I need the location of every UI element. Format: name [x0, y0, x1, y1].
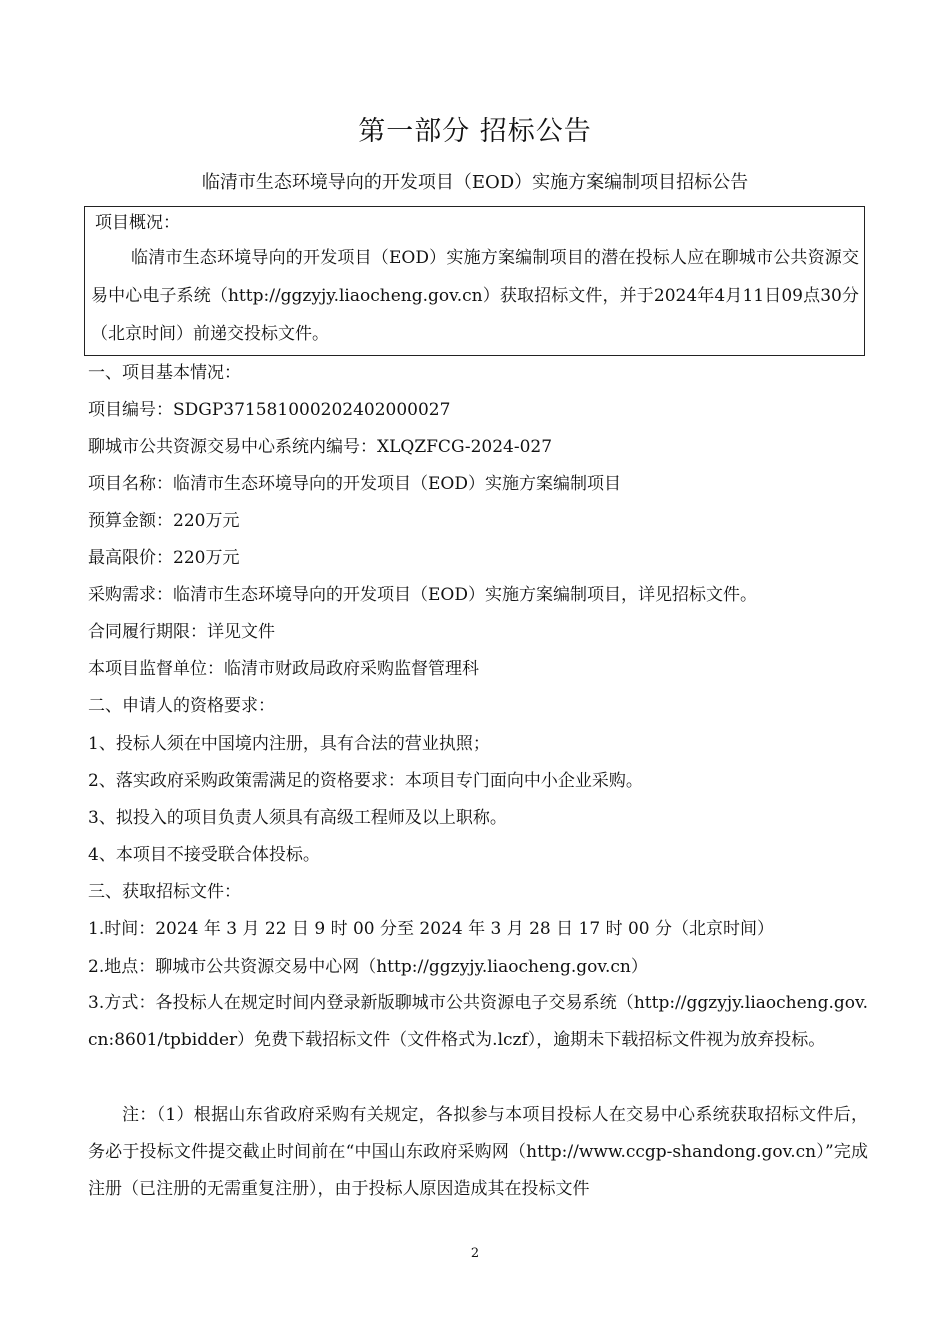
max-price: 最高限价：220万元: [88, 548, 240, 568]
contract-period: 合同履行期限：详见文件: [88, 622, 275, 642]
section-heading-qualification: 二、申请人的资格要求：: [88, 696, 275, 716]
qualification-item: 4、本项目不接受联合体投标。: [88, 845, 320, 865]
procurement-need: 采购需求：临清市生态环境导向的开发项目（EOD）实施方案编制项目，详见招标文件。: [88, 585, 757, 605]
page-subtitle: 临清市生态环境导向的开发项目（EOD）实施方案编制项目招标公告: [201, 172, 749, 193]
page-number: 2: [470, 1246, 480, 1261]
qualification-item: 1、投标人须在中国境内注册，具有合法的营业执照；: [88, 734, 490, 754]
internal-number: 聊城市公共资源交易中心系统内编号：XLQZFCG-2024-027: [88, 437, 553, 457]
obtain-place: 2.地点：聊城市公共资源交易中心网（http://ggzyjy.liaocheng.gov.cn）: [88, 957, 648, 977]
project-number: 项目编号：SDGP371581000202402000027: [88, 400, 451, 420]
overview-box: [84, 206, 865, 356]
note-paragraph: 注：（1）根据山东省政府采购有关规定，各拟参与本项目投标人在交易中心系统获取招标文件后，务必于投标文件提交截止时间前在“中国山东政府采购网（http://www.ccgp-shandong.gov.cn）”完成注册（已注册的无需重复注册），由于投标人原因造成其在投标文件: [88, 1105, 868, 1199]
overview-heading: 项目概况：: [95, 213, 180, 233]
supervisor-unit: 本项目监督单位：临清市财政局政府采购监督管理科: [88, 659, 479, 679]
budget-amount: 预算金额：220万元: [88, 511, 240, 531]
qualification-item: 3、拟投入的项目负责人须具有高级工程师及以上职称。: [88, 808, 507, 828]
project-name: 项目名称：临清市生态环境导向的开发项目（EOD）实施方案编制项目: [88, 474, 621, 494]
overview-text: 临清市生态环境导向的开发项目（EOD）实施方案编制项目的潜在投标人应在聊城市公共资源交易中心电子系统（http://ggzyjy.liaocheng.gov.cn）获取招标文件，并于2024年4月11日09点30分（北京时间）前递交投标文件。: [91, 248, 859, 344]
obtain-method: 3.方式：各投标人在规定时间内登录新版聊城市公共资源电子交易系统（http://ggzyjy.liaocheng.gov.cn:8601/tpbidder）免费下载招标文件（文件格式为.lczf），逾期未下载招标文件视为放弃投标。: [88, 993, 868, 1050]
section-heading-basic-info: 一、项目基本情况：: [88, 363, 241, 383]
obtain-time: 1.时间：2024 年 3 月 22 日 9 时 00 分至 2024 年 3 月 28 日 17 时 00 分（北京时间）: [88, 919, 775, 939]
page-title: 第一部分 招标公告: [358, 116, 592, 147]
qualification-item: 2、落实政府采购政策需满足的资格要求：本项目专门面向中小企业采购。: [88, 771, 643, 791]
section-heading-obtain: 三、获取招标文件：: [88, 882, 241, 902]
